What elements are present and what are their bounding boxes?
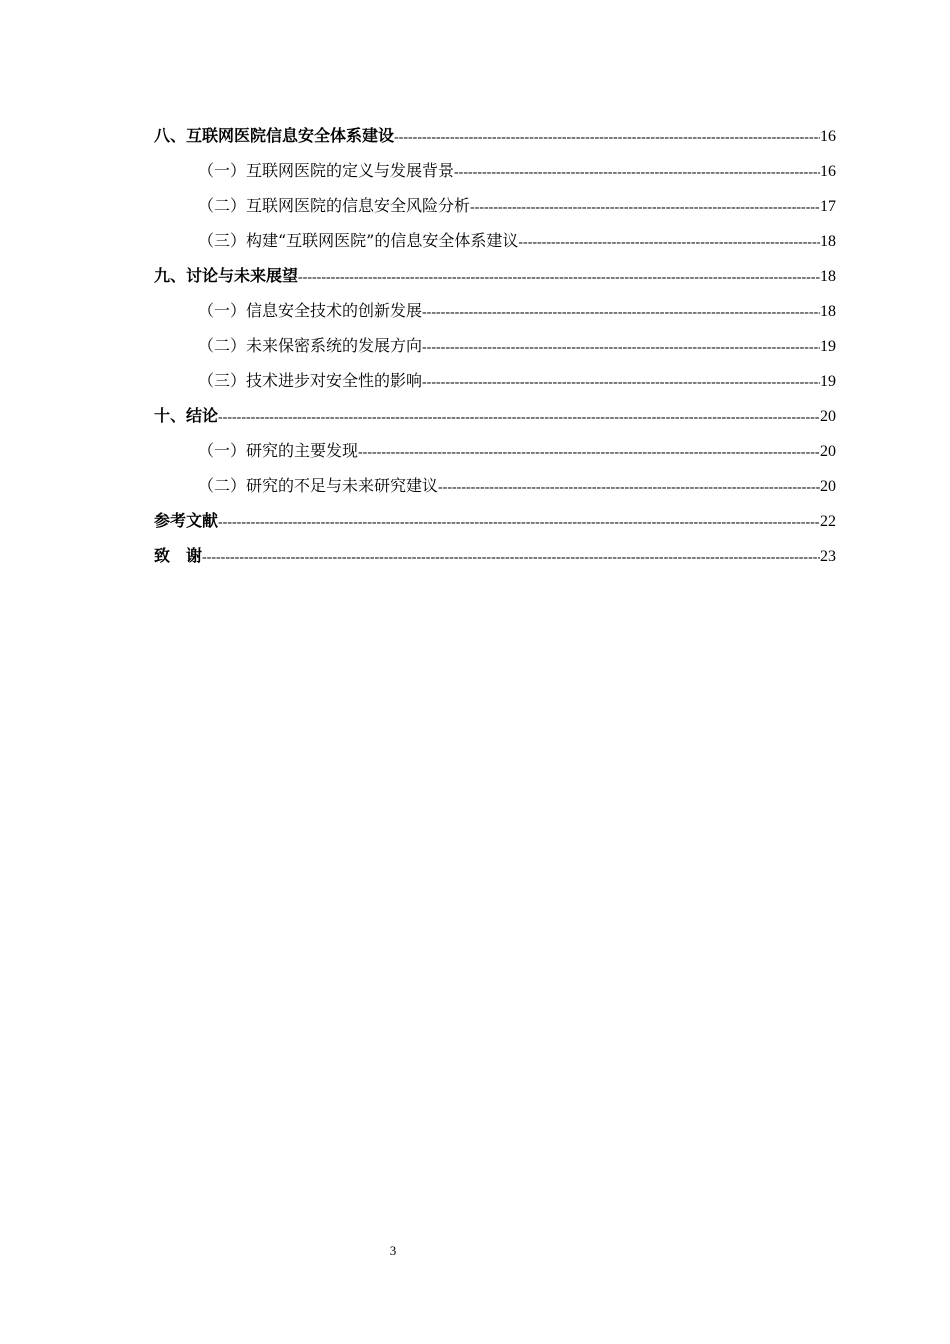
toc-entry[interactable] [154,538,836,573]
toc-leader-dots [518,225,820,258]
toc-entry-title: 十、结论 [154,406,219,425]
toc-entry-page: 22 [820,513,836,530]
toc-entry-page: 19 [820,338,836,355]
toc-entry-page: 16 [820,163,836,180]
page-number: 3 [389,1243,397,1258]
toc-entry-page: 18 [820,268,836,285]
toc-entry[interactable] [154,118,836,153]
toc-entry-page: 23 [820,548,836,565]
toc-entry-title: 参考文献 [154,511,219,530]
toc-entry-page: 19 [820,373,836,390]
toc-entry-title: （一）互联网医院的定义与发展背景 [198,161,455,180]
toc-entry[interactable] [154,328,836,363]
toc-entry[interactable] [154,223,836,258]
toc-leader-dots [422,365,820,398]
toc-entry[interactable] [154,433,836,468]
table-of-contents [154,118,836,573]
toc-leader-dots [438,470,820,503]
toc-entry[interactable] [154,258,836,293]
toc-leader-dots [394,120,820,153]
toc-leader-dots [218,505,820,538]
toc-entry-page: 18 [820,233,836,250]
toc-entry[interactable] [154,503,836,538]
toc-entry[interactable] [154,153,836,188]
toc-entry[interactable] [154,293,836,328]
toc-entry-title: 九、讨论与未来展望 [154,266,299,285]
toc-entry[interactable] [154,363,836,398]
toc-leader-dots [298,260,820,293]
toc-leader-dots [454,155,820,188]
toc-entry-title: （三）技术进步对安全性的影响 [198,371,423,390]
toc-entry-title: 致 谢 [154,546,203,565]
toc-entry-page: 18 [820,303,836,320]
toc-entry[interactable] [154,468,836,503]
toc-entry-title: （二）互联网医院的信息安全风险分析 [198,196,471,215]
toc-entry-page: 20 [820,408,836,425]
toc-entry-title: （一）信息安全技术的创新发展 [198,301,423,320]
toc-entry-page: 20 [820,443,836,460]
toc-entry-page: 17 [820,198,836,215]
toc-entry-page: 16 [820,128,836,145]
toc-entry-title: （一）研究的主要发现 [198,441,359,460]
toc-entry-title: （三）构建“互联网医院”的信息安全体系建议 [198,231,519,250]
toc-leader-dots [358,435,820,468]
toc-entry[interactable] [154,398,836,433]
toc-leader-dots [422,330,820,363]
toc-leader-dots [218,400,820,433]
toc-entry-title: （二）研究的不足与未来研究建议 [198,476,439,495]
toc-leader-dots [470,190,820,223]
toc-entry[interactable] [154,188,836,223]
toc-entry-title: 八、互联网医院信息安全体系建设 [154,126,395,145]
toc-leader-dots [422,295,820,328]
toc-leader-dots [202,540,820,573]
toc-entry-title: （二）未来保密系统的发展方向 [198,336,423,355]
toc-entry-page: 20 [820,478,836,495]
